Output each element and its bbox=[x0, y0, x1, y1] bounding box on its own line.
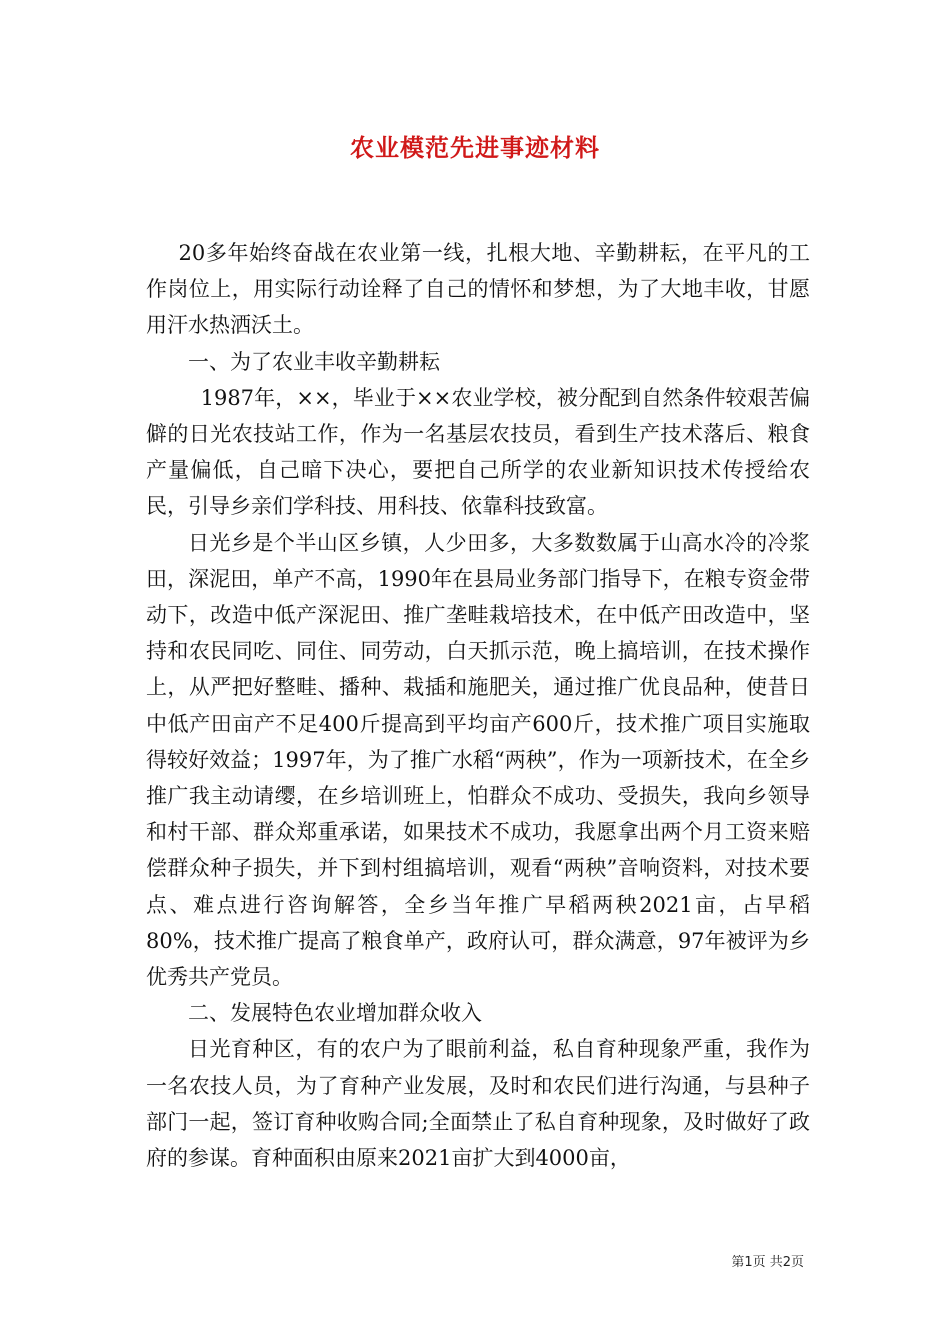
section-heading-2: 二、发展特色农业增加群众收入 bbox=[188, 1001, 482, 1026]
page-number-footer: 第1页 共2页 bbox=[731, 1255, 804, 1270]
document-title: 农业模范先进事迹材料 bbox=[350, 133, 600, 162]
paragraph-1987: 1987年，××，毕业于××农业学校，被分配到自然条件较艰苦偏僻的日光农技站工作，作为一名基层农技员，看到生产技术落后、粮食产量偏低，自己暗下决心，要把自己所学的农业新知识技术传授给农民，引导乡亲们学科技、用科技、依靠科技致富。 bbox=[146, 385, 810, 519]
document-body bbox=[146, 235, 810, 1176]
paragraph-breeding-area: 日光育种区，有的农户为了眼前利益，私自育种现象严重，我作为一名农技人员，为了育种产业发展，及时和农民们进行沟通，与县种子部门一起，签订育种收购合同;全面禁止了私自育种现象，及时做好了政府的参谋。育种面积由原来2021亩扩大到4000亩， bbox=[146, 1037, 810, 1171]
paragraph-intro: 20多年始终奋战在农业第一线，扎根大地、辛勤耕耘，在平凡的工作岗位上，用实际行动诠释了自己的情怀和梦想，为了大地丰收，甘愿用汗水热洒沃土。 bbox=[146, 241, 810, 338]
paragraph-riguang-township: 日光乡是个半山区乡镇，人少田多，大多数数属于山高水冷的冷浆田，深泥田，单产不高，1990年在县局业务部门指导下，在粮专资金带动下，改造中低产深泥田、推广垄畦栽培技术，在中低产田改造中，坚持和农民同吃、同住、同劳动，白天抓示范，晚上搞培训，在技术操作上，从严把好整畦、播种、栽插和施肥关，通过推广优良品种，使昔日中低产田亩产不足400斤提高到平均亩产600斤，技术推广项目实施取得较好效益；1997年，为了推广水稻“两秧”，作为一项新技术，在全乡推广我主动请缨，在乡培训班上，怕群众不成功、受损失，我向乡领导和村干部、群众郑重承诺，如果技术不成功，我愿拿出两个月工资来赔偿群众种子损失，并下到村组搞培训，观看“两秧”音响资料，对技术要点、难点进行咨询解答，全乡当年推广早稻两秧2021亩，占早稻80%，技术推广提高了粮食单产，政府认可，群众满意，97年被评为乡优秀共产党员。 bbox=[146, 530, 810, 990]
section-heading-1: 一、为了农业丰收辛勤耕耘 bbox=[188, 349, 440, 374]
